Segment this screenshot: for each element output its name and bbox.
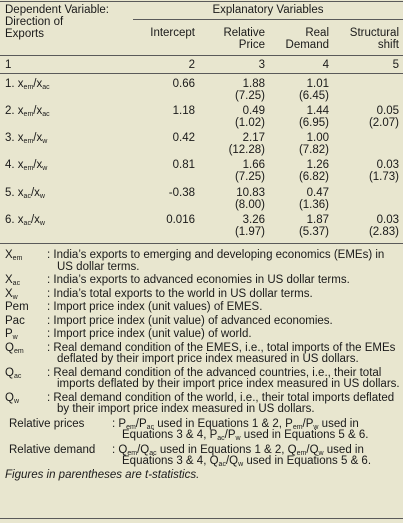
real-demand-tstat: (7.82) [298,144,329,156]
column-header-real-demand-1: Real [305,27,329,39]
definition-row [5,289,401,301]
column-header-structural-1: Structural [349,27,399,39]
intercept-value: 0.016 [166,214,195,226]
relative-demand-label: Relative demand [9,443,96,456]
relative-price-value: 10.83 [236,187,265,199]
relative-price-tstat: (8.00) [234,199,265,211]
definition-row [5,368,401,391]
table-row-label: 5. $x_{ac}/x_w$ [5,187,45,200]
column-number-5: 5 [392,59,399,71]
relative-price-value: 1.66 [242,159,265,171]
relative-price-value: 0.49 [242,105,265,117]
definition-text: : India’s total exports to the world in US dollar terms. [47,287,313,300]
table-row-label: 4. $x_{em}/x_w$ [5,159,48,172]
definition-symbol: $Q_w$ [5,391,20,405]
structural-shift-tstat: (2.83) [368,226,399,238]
intercept-value: 0.66 [172,78,195,90]
column-number-1: 1 [5,59,12,71]
table-row-label: 2. $x_{em}/x_{ac}$ [5,105,50,118]
real-demand-tstat: (6.45) [298,90,329,102]
real-demand-value: 1.01 [306,78,329,90]
relative-price-tstat: (1.97) [234,226,265,238]
real-demand-value: 1.44 [306,105,329,117]
real-demand-tstat: (5.37) [298,226,329,238]
table-row-label: 3. $x_{em}/x_w$ [5,132,48,145]
definition-symbol: Pem [5,301,29,313]
table-row-label: 1. $x_{em}/x_{ac}$ [5,78,50,91]
relative-price-tstat: (7.25) [234,90,265,102]
structural-shift-value: 0.03 [376,214,399,226]
structural-shift-tstat: (1.73) [368,171,399,183]
definition-text: : India’s exports to emerging and developing economics (EMEs) in US dollar terms. [47,249,385,273]
definition-row [5,329,401,341]
definition-symbol: $X_{ac}$ [5,274,21,287]
real-demand-value: 1.87 [306,214,329,226]
structural-shift-value: 0.03 [376,159,399,171]
definition-text: : Real demand condition of the world, i.e., their total imports deflated by their import price index measured in US dollars. [47,391,395,415]
definition-symbol: $P_w$ [5,328,18,341]
explanatory-variables-heading: Explanatory Variables [212,4,324,16]
bottom-rule [0,518,403,519]
dependent-variable-label: Dependent Variable: [5,4,109,16]
definition-text: : India’s exports to advanced economies in US dollar terms. [47,274,350,286]
definition-row [5,393,401,416]
relative-demand-text: : $Q_{em}/Q_{ac}$ used in Equations 1 & 2, $Q_{em}/Q_w$ used in Equations 3 & 4, $Q_{ac}/Q_w$ used in Equations 5 & 6. [112,443,372,468]
intercept-value: 1.18 [172,105,195,117]
header-rule [0,55,403,56]
relative-price-value: 1.88 [242,78,265,90]
definition-text: : Import price index (unit value) of advanced economies. [47,314,333,327]
definition-row [5,316,401,328]
intercept-value: 0.81 [172,159,195,171]
relative-price-tstat: (1.02) [234,117,265,129]
relative-price-tstat: (7.25) [234,171,265,183]
column-number-4: 4 [322,59,329,71]
definition-text: : Real demand condition of the EMES, i.e., total imports of the EMEs deflated by their import price index measured in US dollars. [47,341,396,365]
exports-label: Exports [5,28,44,40]
relative-price-tstat: (12.28) [228,144,265,156]
direction-of-label: Direction of [5,16,64,28]
definition-symbol: $X_w$ [5,287,18,301]
column-number-3: 3 [258,59,265,71]
column-header-intercept: Intercept [150,27,195,39]
relative-price-value: 3.26 [242,214,265,226]
definition-symbol: $X_{em}$ [5,249,23,262]
definition-row [5,302,401,314]
definition-text: : Import price index (unit value) of world. [47,328,252,340]
definition-row [5,343,401,366]
relative-price-value: 2.17 [242,132,265,144]
real-demand-tstat: (1.36) [298,199,329,211]
definition-text: : Import price index (unit values) of EMES. [47,301,263,313]
intercept-value: -0.38 [168,187,195,199]
intercept-value: 0.42 [172,132,195,144]
variable-definitions [5,250,401,481]
relative-prices-text: : $P_{em}/P_{ac}$ used in Equations 1 & 2, $P_{em}/P_w$ used in Equations 3 & 4, $P_{ac}/P_w$ used in Equations 5 & 6. [112,417,369,442]
definition-row [5,250,401,273]
footnote: Figures in parentheses are t-statistics. [5,468,200,481]
column-number-rule [0,73,403,74]
relative-demand-row [5,445,401,468]
structural-shift-value: 0.05 [376,105,399,117]
real-demand-value: 1.26 [306,159,329,171]
real-demand-tstat: (6.82) [298,171,329,183]
definition-symbol: Pac [5,314,25,327]
relative-prices-row [5,419,401,442]
definition-row [5,275,401,287]
column-number-2: 2 [188,59,195,71]
real-demand-value: 0.47 [306,187,329,199]
relative-prices-label: Relative prices [9,417,85,430]
column-header-relative-price-1: Relative [223,27,265,39]
definition-symbol: $Q_{ac}$ [5,366,22,380]
real-demand-tstat: (6.95) [298,117,329,129]
column-header-structural-2: shift [377,39,399,51]
table-bottom-rule [0,243,403,244]
column-header-real-demand-2: Demand [285,39,329,51]
table-row-label: 6. $x_{ac}/x_w$ [5,214,45,227]
structural-shift-tstat: (2.07) [368,117,399,129]
definition-text: : Real demand condition of the advanced countries, i.e., their total imports deflated by their import price index measured in US dollars. [47,366,400,390]
top-rule [0,1,403,2]
definition-symbol: $Q_{em}$ [5,341,24,355]
real-demand-value: 1.00 [306,132,329,144]
column-header-relative-price-2: Price [238,39,265,51]
explanatory-underline [133,19,403,20]
